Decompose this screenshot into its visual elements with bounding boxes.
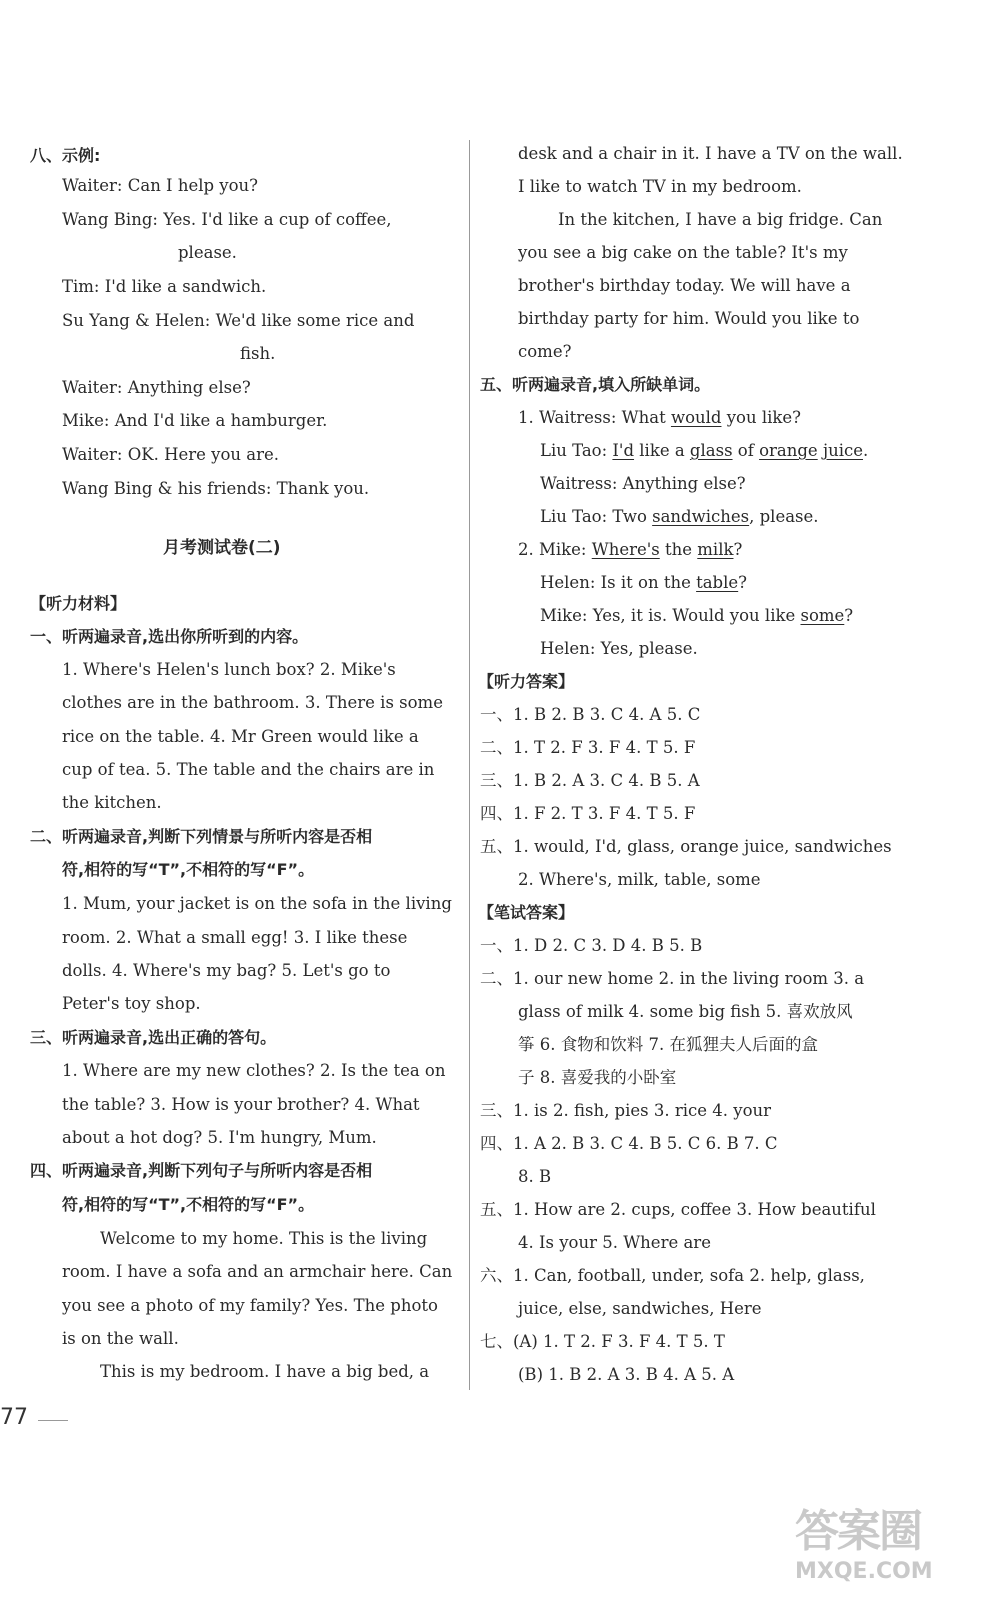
dialog-line: Waiter: Can I help you?	[62, 176, 259, 195]
question-1-line: rice on the table. 4. Mr Green would like a	[62, 727, 419, 746]
answer-line: 8. B	[518, 1167, 552, 1186]
passage-line: come?	[518, 342, 572, 361]
question-1-heading: 一、听两遍录音,选出你所听到的内容。	[30, 627, 309, 646]
answer-line: 三、1. B 2. A 3. C 4. B 5. A	[480, 771, 700, 790]
question-3-line: about a hot dog? 5. I'm hungry, Mum.	[62, 1128, 377, 1147]
question-2-line: dolls. 4. Where's my bag? 5. Let's go to	[62, 961, 391, 980]
fill-line: Helen: Is it on the table?	[540, 573, 748, 592]
dialog-line: Tim: I'd like a sandwich.	[62, 277, 267, 296]
answer-line: glass of milk 4. some big fish 5. 喜欢放风	[518, 1002, 853, 1021]
watermark-bottom-text: MXQE.COM	[795, 1559, 933, 1584]
listening-material-heading: 【听力材料】	[30, 594, 127, 613]
answer-line: (B) 1. B 2. A 3. B 4. A 5. A	[518, 1365, 735, 1384]
fill-line: 2. Mike: Where's the milk?	[518, 540, 743, 559]
question-3-line: 1. Where are my new clothes? 2. Is the tea on	[62, 1061, 446, 1080]
question-1-line: 1. Where's Helen's lunch box? 2. Mike's	[62, 660, 396, 679]
passage-line: desk and a chair in it. I have a TV on the wall.	[518, 144, 903, 163]
column-divider	[469, 140, 470, 1390]
fill-line: Waitress: Anything else?	[540, 474, 746, 493]
question-1-line: clothes are in the bathroom. 3. There is some	[62, 693, 443, 712]
answer-line: 五、1. would, I'd, glass, orange juice, sandwiches	[480, 837, 892, 856]
answer-line: 六、1. Can, football, under, sofa 2. help, glass,	[480, 1266, 865, 1285]
dialog-line: Mike: And I'd like a hamburger.	[62, 411, 328, 430]
dialog-line: please.	[178, 243, 237, 262]
question-4-passage-line: This is my bedroom. I have a big bed, a	[100, 1362, 430, 1381]
passage-line: birthday party for him. Would you like to	[518, 309, 860, 328]
fill-line: Liu Tao: I'd like a glass of orange juice.	[540, 441, 869, 460]
dialog-line: Wang Bing: Yes. I'd like a cup of coffee,	[62, 210, 392, 229]
fill-line: 1. Waitress: What would you like?	[518, 408, 802, 427]
watermark-logo	[795, 1495, 975, 1595]
question-3-line: the table? 3. How is your brother? 4. What	[62, 1095, 420, 1114]
question-4-passage-line: you see a photo of my family? Yes. The photo	[62, 1296, 438, 1315]
answer-line: 子 8. 喜爱我的小卧室	[518, 1068, 677, 1087]
question-2-heading: 二、听两遍录音,判断下列情景与所听内容是否相	[30, 827, 373, 846]
answer-line: 三、1. is 2. fish, pies 3. rice 4. your	[480, 1101, 772, 1120]
dialog-line: Wang Bing & his friends: Thank you.	[62, 479, 370, 498]
question-3-heading: 三、听两遍录音,选出正确的答句。	[30, 1028, 277, 1047]
passage-line: In the kitchen, I have a big fridge. Can	[558, 210, 883, 229]
question-4-passage-line: room. I have a sofa and an armchair here. Can	[62, 1262, 453, 1281]
passage-line: brother's birthday today. We will have a	[518, 276, 851, 295]
answer-line: 一、1. B 2. B 3. C 4. A 5. C	[480, 705, 701, 724]
section-8-heading: 八、示例:	[30, 146, 101, 165]
answer-line: 一、1. D 2. C 3. D 4. B 5. B	[480, 936, 703, 955]
passage-line: I like to watch TV in my bedroom.	[518, 177, 802, 196]
question-2-heading: 符,相符的写“T”,不相符的写“F”。	[62, 860, 315, 879]
page-number-rule	[38, 1420, 68, 1421]
answer-line: 五、1. How are 2. cups, coffee 3. How beautiful	[480, 1200, 876, 1219]
question-4-passage-line: Welcome to my home. This is the living	[100, 1229, 428, 1248]
fill-line: Mike: Yes, it is. Would you like some?	[540, 606, 854, 625]
answer-line: 二、1. T 2. F 3. F 4. T 5. F	[480, 738, 696, 757]
question-2-line: 1. Mum, your jacket is on the sofa in the living	[62, 894, 452, 913]
answer-line: 筝 6. 食物和饮料 7. 在狐狸夫人后面的盒	[518, 1035, 818, 1054]
fill-line: Liu Tao: Two sandwiches, please.	[540, 507, 819, 526]
question-4-heading: 符,相符的写“T”,不相符的写“F”。	[62, 1195, 315, 1214]
dialog-line: Waiter: OK. Here you are.	[62, 445, 279, 464]
answer-line: 四、1. A 2. B 3. C 4. B 5. C 6. B 7. C	[480, 1134, 778, 1153]
fill-line: Helen: Yes, please.	[540, 639, 698, 658]
question-5-heading: 五、听两遍录音,填入所缺单词。	[480, 375, 711, 394]
question-1-line: cup of tea. 5. The table and the chairs are in	[62, 760, 435, 779]
watermark-top-text: 答案圈	[795, 1506, 921, 1557]
listening-answers-heading: 【听力答案】	[478, 672, 575, 691]
answer-line: 二、1. our new home 2. in the living room 3. a	[480, 969, 865, 988]
answer-line: 七、(A) 1. T 2. F 3. F 4. T 5. T	[480, 1332, 725, 1351]
passage-line: you see a big cake on the table? It's my	[518, 243, 848, 262]
page-number: 77	[0, 1405, 28, 1430]
question-4-passage-line: is on the wall.	[62, 1329, 179, 1348]
written-answers-heading: 【笔试答案】	[478, 903, 575, 922]
question-2-line: Peter's toy shop.	[62, 994, 201, 1013]
answer-line: juice, else, sandwiches, Here	[518, 1299, 762, 1318]
section-title: 月考测试卷(二)	[163, 538, 281, 558]
answer-line: 四、1. F 2. T 3. F 4. T 5. F	[480, 804, 696, 823]
dialog-line: fish.	[240, 344, 276, 363]
dialog-line: Waiter: Anything else?	[62, 378, 251, 397]
question-2-line: room. 2. What a small egg! 3. I like these	[62, 928, 408, 947]
dialog-line: Su Yang & Helen: We'd like some rice and	[62, 311, 415, 330]
answer-line: 4. Is your 5. Where are	[518, 1233, 711, 1252]
answer-line: 2. Where's, milk, table, some	[518, 870, 761, 889]
question-4-heading: 四、听两遍录音,判断下列句子与所听内容是否相	[30, 1161, 373, 1180]
question-1-line: the kitchen.	[62, 793, 162, 812]
